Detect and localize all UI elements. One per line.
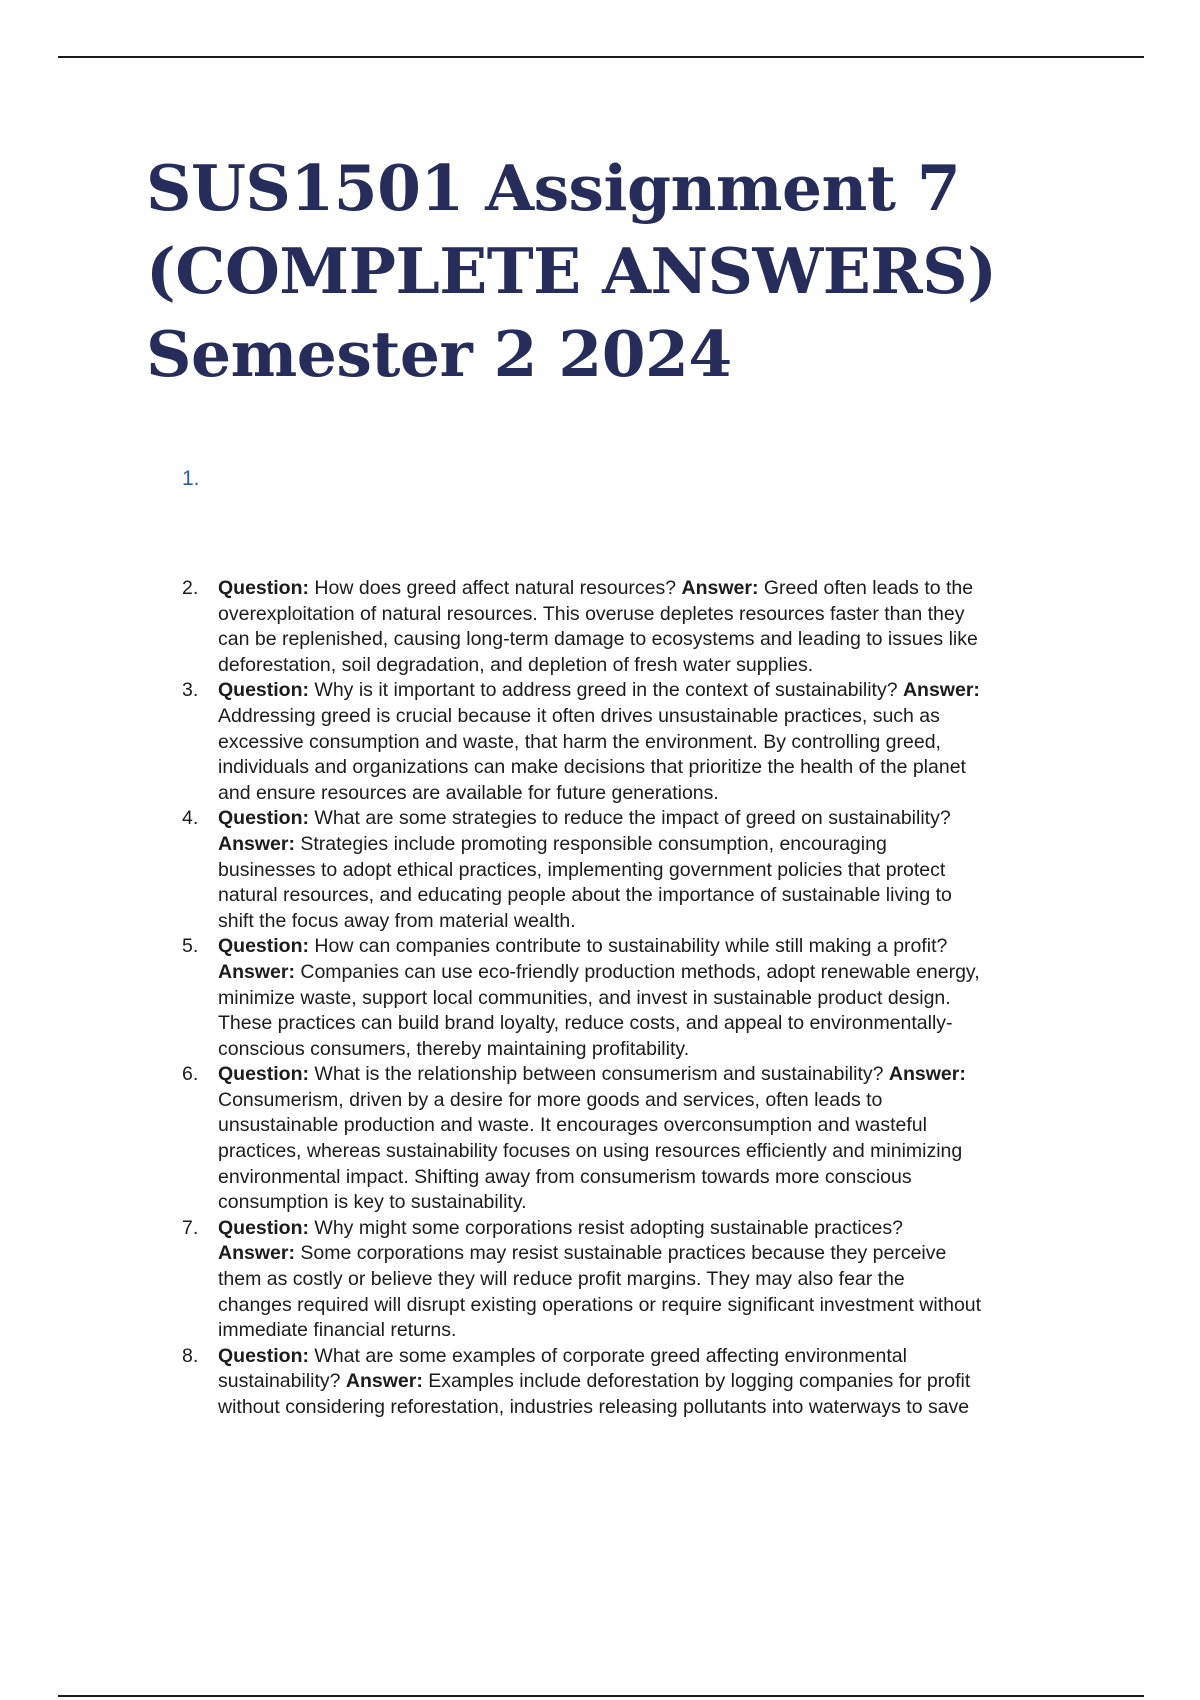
- list-item: [0, 576, 1200, 678]
- question-label: Question:: [218, 807, 309, 830]
- list-item: [0, 1216, 1200, 1344]
- answer-label: Answer:: [681, 577, 759, 599]
- item-number: 3.: [182, 679, 199, 702]
- list-item: [0, 1344, 1200, 1421]
- item-number: 4.: [182, 807, 199, 830]
- answer-label: Answer:: [218, 960, 295, 983]
- list-item: [0, 806, 1200, 934]
- item-text: Question: What are some strategies to reduce the impact of greed on sustainability? Answer: Strategies include promoting responsible consumption, encouraging businesses to adopt ethical practices, implementing government policies that protect natural resources, and educating people about the importance of sustainable living to shift the focus away from material wealth.: [218, 807, 952, 932]
- item-text: Question: What are some examples of corporate greed affecting environmental sustainability? Answer: Examples include deforestation by logging companies for profit without considering reforestation, industries releasing pollutants into waterways to save: [218, 1344, 971, 1418]
- list-item: [0, 678, 1200, 806]
- answer-label: Answer:: [902, 679, 980, 702]
- answer-label: Answer:: [345, 1370, 423, 1393]
- item-number: 6.: [182, 1063, 199, 1086]
- title-line-2: (COMPLETE ANSWERS): [146, 234, 997, 308]
- answer-label: Answer:: [218, 1242, 295, 1265]
- item-text: Question: How can companies contribute to sustainability while still making a profit? Answer: Companies can use eco-friendly production methods, adopt renewable energy, minimize waste, support local communities, and invest in sustainable product design. These practices can build brand loyalty, reduce costs, and appeal to environmentally- conscious consumers, thereby maintaining profitability.: [218, 935, 980, 1060]
- item-text: Question: Why might some corporations resist adopting sustainable practices? Answer: Some corporations may resist sustainable practices because they perceive them as costly or believe they will reduce profit margins. They may also fear the changes required will disrupt existing operations or require significant investment without immediate financial returns.: [218, 1216, 982, 1342]
- item-number: 2.: [182, 577, 199, 599]
- bottom-rule: [58, 1695, 1144, 1697]
- question-label: Question:: [218, 1344, 309, 1367]
- question-label: Question:: [218, 935, 309, 958]
- question-label: Question:: [218, 679, 309, 702]
- item-number: 7.: [182, 1216, 199, 1239]
- answer-label: Answer:: [888, 1063, 966, 1086]
- title-line-1: SUS1501 Assignment 7: [146, 151, 961, 225]
- list-item: [0, 934, 1200, 1062]
- question-label: Question:: [218, 577, 309, 599]
- item-text: Question: How does greed affect natural resources? Answer: Greed often leads to the overexploitation of natural resources. This overuse depletes resources faster than they can be replenished, causing long-term damage to ecosystems and leading to issues like deforestation, soil degradation, and depletion of fresh water supplies.: [218, 577, 978, 676]
- question-label: Question:: [218, 1216, 309, 1239]
- empty-list-item-number: 1.: [182, 467, 200, 490]
- document-title: [146, 147, 1106, 396]
- answer-label: Answer:: [218, 832, 295, 855]
- item-number: 5.: [182, 935, 199, 958]
- title-line-3: Semester 2 2024: [146, 317, 732, 391]
- item-text: Question: What is the relationship between consumerism and sustainability? Answer: Consumerism, driven by a desire for more goods and services, often leads to unsustainable production and waste. It encourages overconsumption and wasteful practices, whereas sustainability focuses on using resources efficiently and minimizing environmental impact. Shifting away from consumerism towards more conscious consumption is key to sustainability.: [218, 1063, 966, 1214]
- item-number: 8.: [182, 1344, 199, 1367]
- top-rule: [58, 56, 1144, 58]
- item-text: Question: Why is it important to address greed in the context of sustainability? Answer: Addressing greed is crucial because it often drives unsustainable practices, such as excessive consumption and waste, that harm the environment. By controlling greed, individuals and organizations can make decisions that prioritize the health of the planet and ensure resources are available for future generations.: [218, 679, 980, 804]
- list-item: [0, 1062, 1200, 1216]
- question-label: Question:: [218, 1063, 309, 1086]
- question-answer-list: [0, 576, 1200, 1421]
